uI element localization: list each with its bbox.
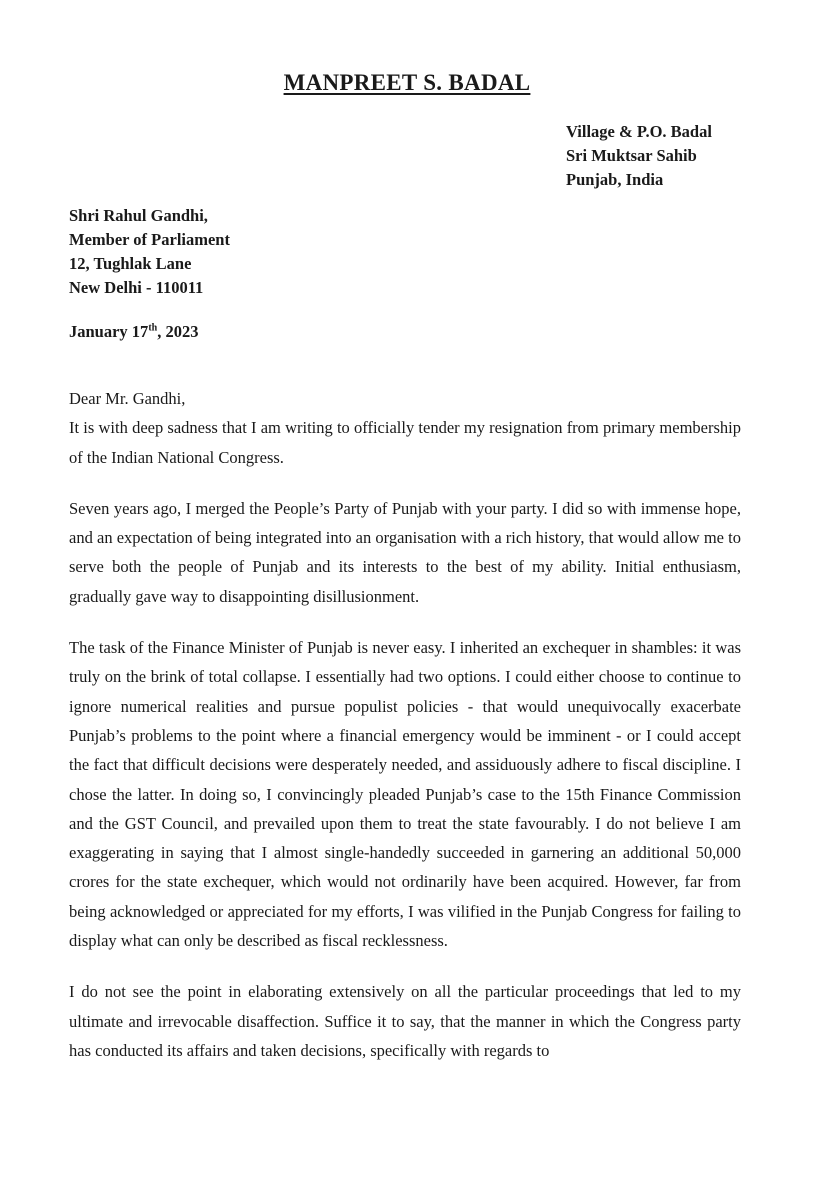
body-paragraph: Seven years ago, I merged the People’s Party of Punjab with your party. I did so with immense hope, and an expectation of being integrated into an organisation with a rich history, that would allow me to serve both the people of Punjab and its interests to the best of my ability. Initial enthusiasm, gradually gave way to disappointing disillusionment. — [69, 498, 741, 606]
sender-address-line: Village & P.O. Badal — [566, 122, 712, 141]
letterhead-name: MANPREET S. BADAL — [283, 70, 531, 95]
recipient-city: New Delhi - 110011 — [69, 278, 204, 297]
salutation: Dear Mr. Gandhi, — [69, 389, 186, 408]
body-paragraph: The task of the Finance Minister of Punjab is never easy. I inherited an exchequer in shambles: it was truly on the brink of total collapse. I essentially had two options. I could either choose to continue to ignore numerical realities and pursue populist policies - that would unequivocally exacerbate Punjab’s problems to the point where a financial emergency would be imminent - or I could accept the fact that difficult decisions were desperately needed, and assiduously adhere to fiscal discipline. I chose the latter. In doing so, I convincingly pleaded Punjab’s case to the 15th Finance Commission and the GST Council, and prevailed upon them to treat the state favourably. I do not believe I am exaggerating in saying that I almost single-handedly succeeded in garnering an additional 50,000 crores for the state exchequer, which would not ordinarily have been acquired. However, far from being acknowledged or appreciated for my efforts, I was vilified in the Punjab Congress for failing to display what can only be described as fiscal recklessness. — [69, 638, 741, 951]
letterhead — [0, 70, 814, 96]
letter-date — [69, 320, 198, 344]
body-paragraph: It is with deep sadness that I am writing to officially tender my resignation from primary membership of the Indian National Congress. — [69, 418, 741, 467]
letter-body — [69, 384, 741, 1087]
recipient-address — [69, 204, 230, 300]
sender-address-line: Punjab, India — [566, 170, 664, 189]
date-ordinal-suffix: th — [148, 322, 158, 334]
sender-address-line: Sri Muktsar Sahib — [566, 146, 697, 165]
sender-address — [566, 120, 712, 192]
recipient-street: 12, Tughlak Lane — [69, 254, 192, 273]
recipient-title: Member of Parliament — [69, 230, 230, 249]
body-paragraph: I do not see the point in elaborating extensively on all the particular proceedings that led to my ultimate and irrevocable disaffection. Suffice it to say, that the manner in which the Congress party has conducted its affairs and taken decisions, specifically with regards to — [69, 982, 741, 1060]
date-month-day: January 17 — [69, 322, 149, 341]
date-year: , 2023 — [157, 322, 199, 341]
recipient-name: Shri Rahul Gandhi, — [69, 206, 208, 225]
